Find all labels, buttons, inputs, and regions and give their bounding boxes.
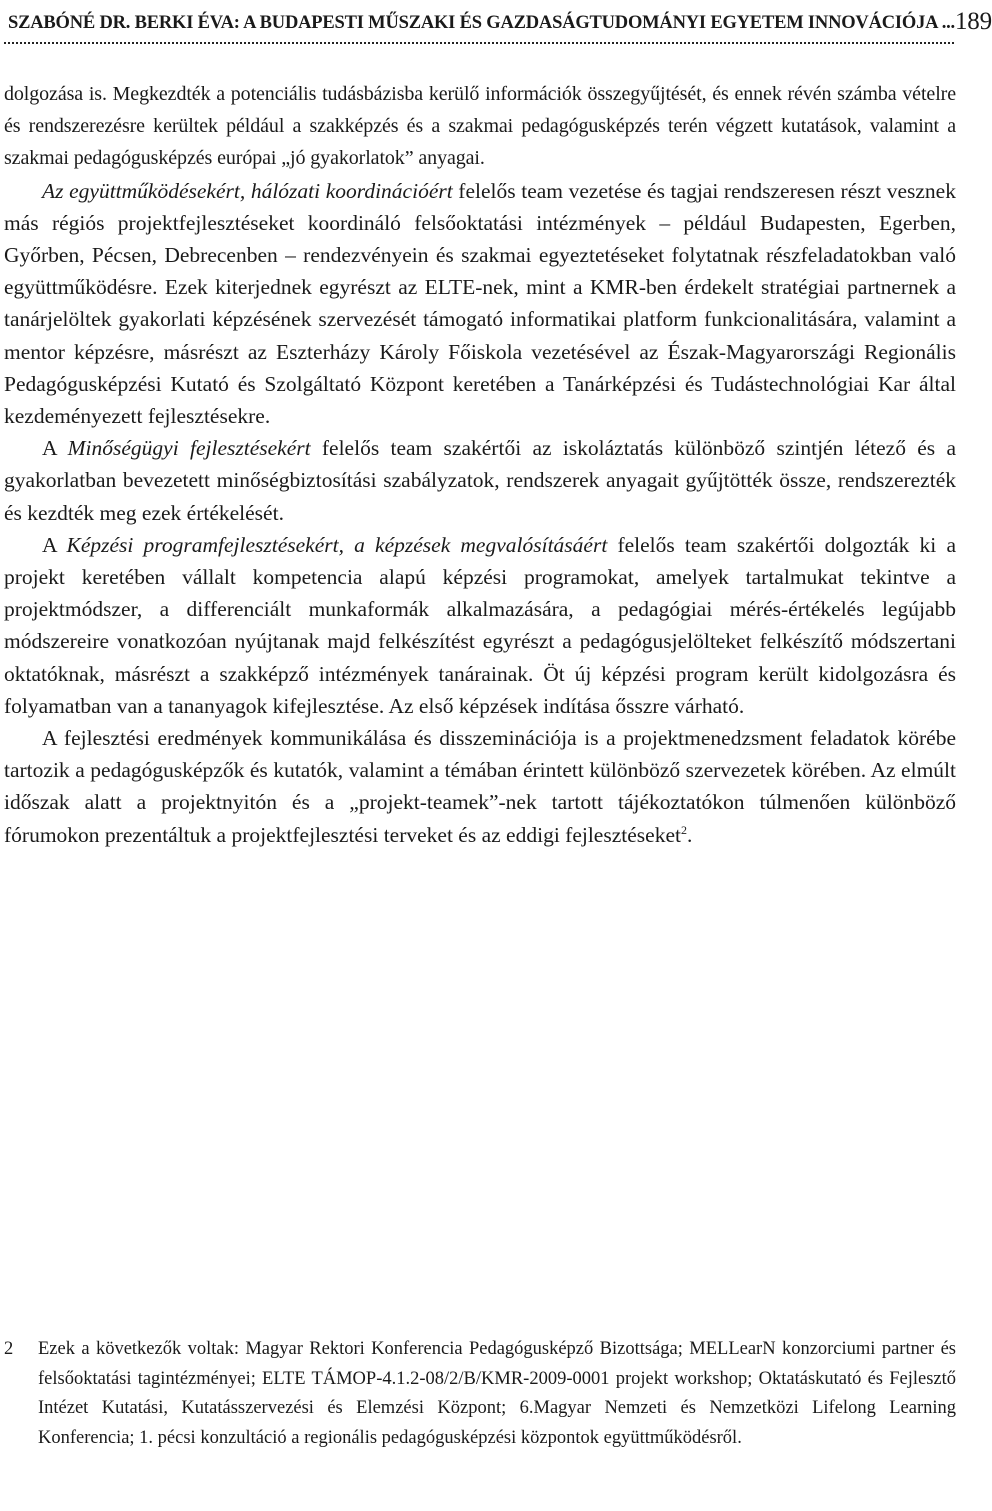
header-divider — [4, 42, 954, 44]
footnote — [4, 1335, 956, 1453]
footnote-reference[interactable]: 2 — [680, 822, 687, 837]
paragraph-4-emphasis: Képzési programfejlesztésekért, a képzések megvalósításáért — [66, 532, 608, 557]
paragraph-3-prefix: A — [42, 436, 68, 461]
paragraph-4-text: felelős team szakértői dolgozták ki a projekt keretében vállalt kompetencia alapú képzési programokat, amelyek tartalmukat tekintve a projektmódszer, a differenciált munkaformák alkalmazására, a pedagógiai mérés-értékelés legújabb módszereire vonatkozóan nyújtanak majd felkészítést egyrészt a pedagógusjelölteket felkészítő módszertani oktatóknak, másrészt a szakképző intézmények tanárainak. Öt új képzési program került kidolgozásra és folyamatban van a tananyagok kifejlesztése. Az első képzések indítása ősszre várható. — [4, 532, 956, 718]
paragraph-4 — [4, 529, 956, 722]
footnote-marker: 2 — [4, 1339, 14, 1359]
paragraph-5-text: A fejlesztési eredmények kommunikálása és disszeminációja is a projektmenedzsment feladatok körébe tartozik a pedagógusképzők és kutatók, valamint a témában érintett különböző szervezetek körében. Az elmúlt időszak alatt a projektnyitón és a „projekt-teamek”-nek tartott tájékoztatókon túlmenően különböző fórumokon prezentáltuk a projektfejlesztési terveket és az eddigi fejlesztéseket — [4, 726, 956, 847]
paragraph-3 — [4, 432, 956, 529]
running-header — [8, 4, 992, 35]
paragraph-2-text: felelős team vezetése és tagjai rendszeresen részt vesznek más régiós projektfejlesztéseket koordináló felsőoktatási intézmények – például Budapesten, Egerben, Győrben, Pécsen, Debrecenben – rendezvényein és szakmai egyeztetéseket folytatnak részfeladatokban való együttműködésre. Ezek kiterjednek egyrészt az ELTE-nek, mint a KMR-ben érdekelt stratégiai partnernek a tanárjelöltek gyakorlati képzésének szervezését támogató informatikai platform funkcionalitására, valamint a mentor képzésre, másrészt az Eszterházy Károly Főiskola vezetésével az Észak-Magyarországi Regionális Pedagógusképzési Kutató és Szolgáltató Központ keretében a Tanárképzési és Tudástechnológiai Kar által kezdeményezett fejlesztésekre. — [4, 178, 956, 429]
paragraph-5 — [4, 722, 956, 851]
running-title: SZABÓNÉ DR. BERKI ÉVA: A BUDAPESTI MŰSZAKI ÉS GAZDASÁGTUDOMÁNYI EGYETEM INNOVÁCIÓJA ... — [8, 13, 955, 33]
paragraph-5-end: . — [686, 822, 693, 847]
footnote-text: Ezek a következők voltak: Magyar Rektori Konferencia Pedagógusképző Bizottsága; MELLearN konzorciumi partner és felsőoktatási tagintézményei; ELTE TÁMOP-4.1.2-08/2/B/KMR-2009-0001 projekt workshop; Oktatáskutató és Fejlesztő Intézet Kutatási, Kutatásszervezési és Elemzési Központ; 6.Magyar Nemzeti és Nemzetközi Lifelong Learning Konferencia; 1. pécsi konzultáció a regionális pedagógusképzési központok együttműködésről. — [38, 1339, 956, 1448]
paragraph-2-emphasis: Az együttműködésekért, hálózati koordinációért — [42, 178, 453, 203]
paragraph-3-text: felelős team szakértői az iskoláztatás különböző szintjén létező és a gyakorlatban bevezetett minőségbiztosítási szabályzatok, rendszerek anyagait gyűjtötték össze, rendszerezték és kezdték meg ezek értékelését. — [4, 436, 957, 525]
paragraph-4-prefix: A — [42, 532, 67, 557]
paragraph-2 — [4, 175, 956, 433]
paragraph-3-emphasis: Minőségügyi fejlesztésekért — [67, 436, 311, 461]
paragraph-1-text: dolgozása is. Megkezdték a potenciális tudásbázisba kerülő információk összegyűjtését, és ennek révén számba vételre és rendszerezésre kerültek például a szakképzés és a szakmai pedagógusképzés terén végzett kutatások, valamint a szakmai pedagógusképzés európai „jó gyakorlatok” anyagai. — [4, 83, 956, 170]
paragraph-1 — [4, 78, 956, 175]
main-text — [4, 78, 956, 851]
page-number: 189 — [955, 8, 992, 35]
